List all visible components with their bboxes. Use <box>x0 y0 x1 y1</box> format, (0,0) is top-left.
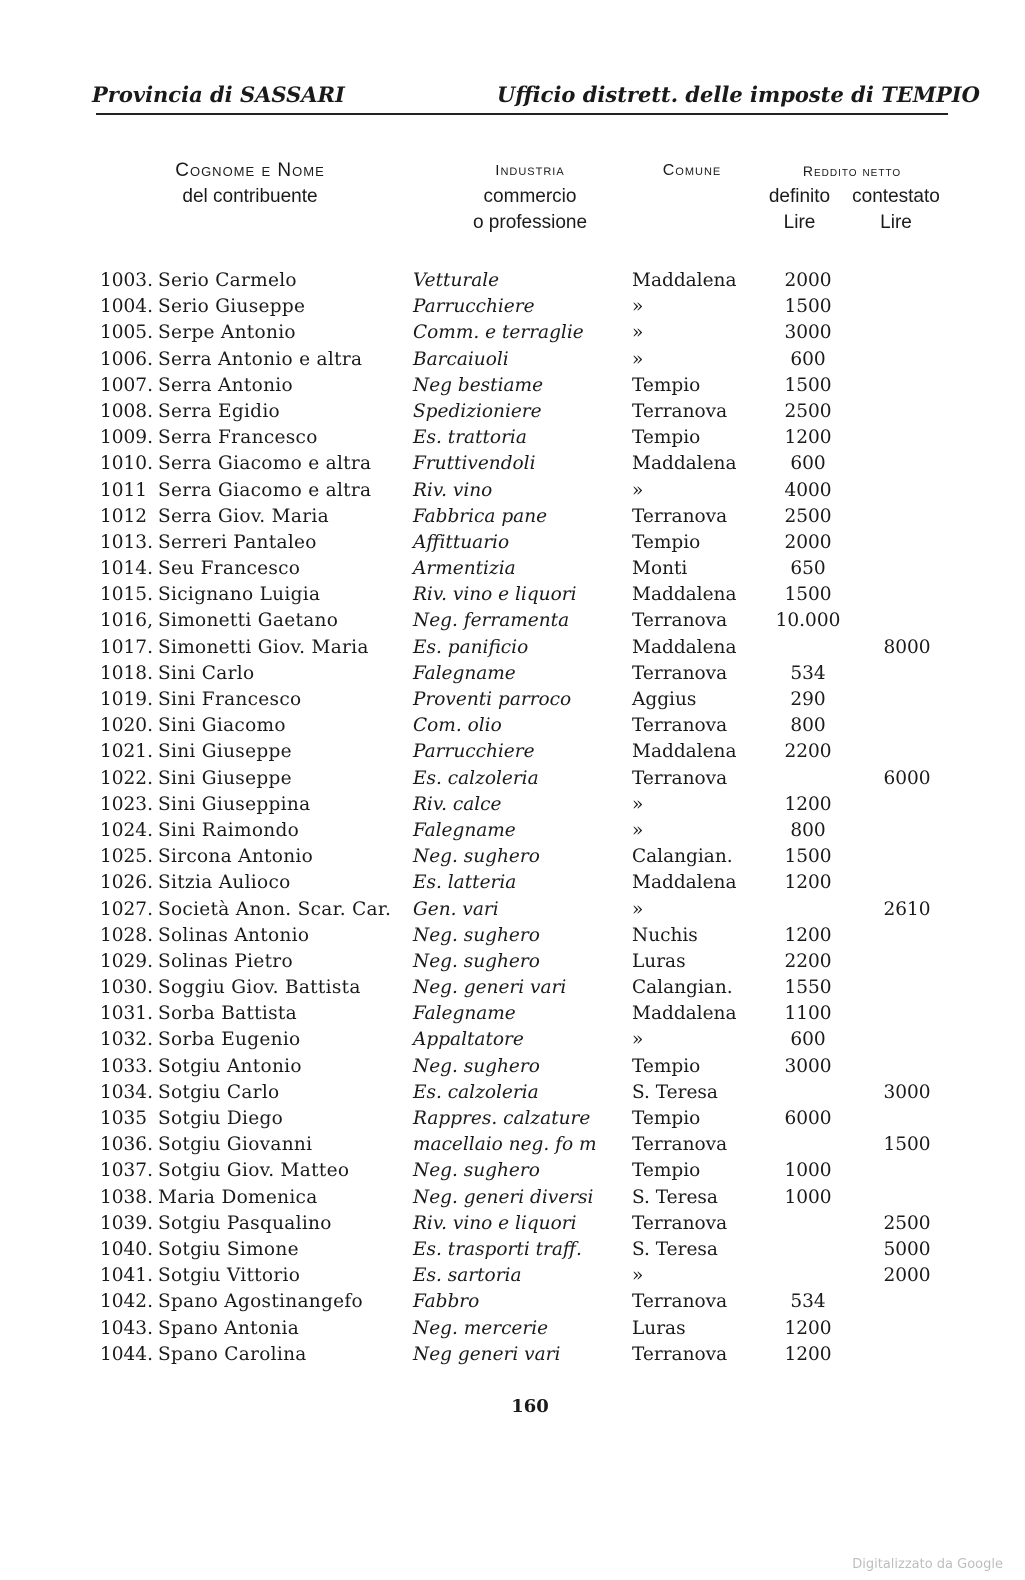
row-number: 1014. <box>100 558 153 580</box>
row-industry: Neg. generi vari <box>413 977 567 999</box>
row-reddito-contestato: 6000 <box>883 767 931 789</box>
row-industry: Armentizia <box>413 558 516 580</box>
taxpayer-name: Soggiu Giov. Battista <box>158 977 361 999</box>
row-industry: Proventi parroco <box>413 689 572 710</box>
col-header-reddito <box>752 158 952 184</box>
row-number: 1011 <box>100 479 148 501</box>
watermark: Digitalizzato da Google <box>852 1557 1003 1572</box>
table-row <box>0 1185 1025 1211</box>
row-comune: Terranova <box>632 715 728 737</box>
row-number: 1010. <box>100 453 153 475</box>
taxpayer-name: Sorba Battista <box>158 1003 297 1025</box>
table-row <box>0 373 1025 399</box>
row-industry: Riv. calce <box>413 793 502 815</box>
row-comune: » <box>632 479 644 501</box>
row-reddito-definito: 290 <box>790 689 826 710</box>
row-number: 1004. <box>100 296 153 318</box>
row-reddito-definito: 1200 <box>784 793 832 815</box>
row-industry: Es. trattoria <box>413 427 527 449</box>
taxpayer-name: Sotgiu Giov. Matteo <box>158 1160 350 1182</box>
table-row <box>0 1263 1025 1289</box>
row-comune: S. Teresa <box>632 1186 718 1208</box>
row-reddito-definito: 6000 <box>784 1108 832 1129</box>
row-industry: Falegname <box>413 1003 516 1025</box>
row-comune: Maddalena <box>632 584 737 606</box>
row-comune: Luras <box>632 1317 686 1339</box>
row-comune: Tempio <box>632 1055 701 1077</box>
table-row <box>0 1342 1025 1368</box>
row-number: 1031. <box>100 1003 153 1025</box>
table-row <box>0 1237 1025 1263</box>
row-industry: Barcaiuoli <box>413 348 509 370</box>
row-industry: Fruttivendoli <box>413 453 536 475</box>
row-number: 1016, <box>100 610 153 632</box>
row-comune: Terranova <box>632 1343 728 1365</box>
row-reddito-definito: 1200 <box>784 924 832 946</box>
row-comune: Terranova <box>632 767 728 789</box>
row-reddito-definito: 534 <box>790 662 826 684</box>
table-row <box>0 1289 1025 1315</box>
row-industry: Parrucchiere <box>413 296 535 318</box>
table-row <box>0 1054 1025 1080</box>
taxpayer-name: Simonetti Giov. Maria <box>158 636 369 658</box>
row-reddito-definito: 1500 <box>784 846 832 868</box>
row-number: 1023. <box>100 793 153 815</box>
row-reddito-definito: 600 <box>790 1029 826 1051</box>
row-industry: Neg. ferramenta <box>413 610 570 632</box>
table-row <box>0 556 1025 582</box>
row-number: 1009. <box>100 427 153 449</box>
row-reddito-definito: 2200 <box>784 950 832 972</box>
col-header-definito <box>752 184 847 236</box>
row-number: 1015. <box>100 584 153 606</box>
taxpayer-name: Sini Giacomo <box>158 715 286 737</box>
col-header-comune <box>642 158 742 184</box>
row-number: 1003. <box>100 270 153 291</box>
taxpayer-name: Sotgiu Carlo <box>158 1081 280 1103</box>
row-number: 1027. <box>100 898 153 920</box>
row-comune: Maddalena <box>632 270 737 291</box>
col-header-definito-l1: definito <box>768 186 831 207</box>
taxpayer-name: Sotgiu Pasqualino <box>158 1212 332 1234</box>
row-industry: Es. calzoleria <box>413 767 539 789</box>
row-comune: Tempio <box>632 531 701 553</box>
row-comune: Nuchis <box>632 924 698 946</box>
taxpayer-name: Società Anon. Scar. Car. <box>158 898 392 920</box>
table-row <box>0 1106 1025 1132</box>
row-number: 1040. <box>100 1238 153 1260</box>
taxpayer-name: Sotgiu Simone <box>158 1238 299 1260</box>
row-industry: Neg. generi diversi <box>413 1186 594 1208</box>
taxpayer-name: Sini Giuseppe <box>158 741 292 763</box>
row-number: 1021. <box>100 741 153 763</box>
row-comune: » <box>632 322 644 344</box>
taxpayer-name: Sotgiu Giovanni <box>158 1134 313 1156</box>
taxpayer-name: Serreri Pantaleo <box>158 531 317 553</box>
row-number: 1030. <box>100 977 153 999</box>
row-industry: Neg. mercerie <box>413 1317 549 1339</box>
taxpayer-name: Spano Carolina <box>158 1343 307 1365</box>
row-number: 1006. <box>100 348 153 370</box>
table-row <box>0 1132 1025 1158</box>
taxpayer-name: Serra Egidio <box>158 400 280 422</box>
row-industry: Parrucchiere <box>413 741 535 763</box>
row-number: 1044. <box>100 1343 153 1365</box>
table-row <box>0 1158 1025 1184</box>
row-number: 1041. <box>100 1265 153 1287</box>
row-number: 1022. <box>100 767 153 789</box>
taxpayer-name: Sircona Antonio <box>158 846 314 868</box>
table-row <box>0 897 1025 923</box>
row-number: 1005. <box>100 322 153 344</box>
row-industry: Neg. sughero <box>413 1160 540 1182</box>
header-province: Provincia di SASSARI <box>92 82 345 107</box>
table-row <box>0 582 1025 608</box>
taxpayer-name: Maria Domenica <box>158 1186 318 1208</box>
row-industry: Neg generi vari <box>413 1343 561 1365</box>
row-comune: S. Teresa <box>632 1238 718 1260</box>
col-header-name <box>130 158 370 210</box>
taxpayer-name: Serra Antonio <box>158 374 293 396</box>
header-office: Ufficio distrett. delle imposte di TEMPIO <box>497 82 980 107</box>
col-header-name-l1: Cognome e Nome <box>175 160 325 181</box>
row-number: 1043. <box>100 1317 153 1339</box>
table-row <box>0 268 1025 294</box>
row-comune: Calangian. <box>632 977 733 999</box>
row-industry: Falegname <box>413 819 516 841</box>
taxpayer-name: Sicignano Luigia <box>158 584 321 606</box>
taxpayer-name: Sitzia Aulioco <box>158 872 291 894</box>
row-reddito-definito: 2000 <box>784 270 832 291</box>
page-number: 160 <box>511 1396 549 1417</box>
row-comune: Maddalena <box>632 636 737 658</box>
row-number: 1028. <box>100 924 153 946</box>
row-industry: Fabbro <box>413 1291 480 1313</box>
table-row <box>0 975 1025 1001</box>
row-reddito-definito: 2000 <box>784 531 832 553</box>
row-number: 1026. <box>100 872 153 894</box>
table-row <box>0 1211 1025 1237</box>
table-row <box>0 923 1025 949</box>
row-industry: Neg. sughero <box>413 950 540 972</box>
row-comune: S. Teresa <box>632 1081 718 1103</box>
row-industry: Comm. e terraglie <box>413 322 584 344</box>
row-comune: Tempio <box>632 374 701 396</box>
row-comune: Calangian. <box>632 846 733 868</box>
row-comune: Terranova <box>632 662 728 684</box>
row-industry: Es. sartoria <box>413 1265 522 1287</box>
taxpayer-name: Solinas Antonio <box>158 924 310 946</box>
row-reddito-definito: 3000 <box>784 322 832 344</box>
row-reddito-definito: 800 <box>790 715 826 737</box>
row-reddito-contestato: 2500 <box>883 1212 931 1234</box>
row-industry: Es. calzoleria <box>413 1081 539 1103</box>
table-row <box>0 739 1025 765</box>
row-reddito-definito: 2500 <box>784 400 832 422</box>
row-reddito-definito: 2500 <box>784 505 832 527</box>
row-number: 1025. <box>100 846 153 868</box>
col-header-industry <box>440 158 620 236</box>
row-industry: Es. latteria <box>413 872 517 894</box>
header-rule <box>96 113 948 115</box>
taxpayer-name: Spano Agostinangefo <box>158 1291 363 1313</box>
col-header-definito-lire: Lire <box>783 212 816 233</box>
row-number: 1034. <box>100 1081 153 1103</box>
taxpayer-name: Serpe Antonio <box>158 322 296 344</box>
row-reddito-definito: 1500 <box>784 374 832 396</box>
table-row <box>0 818 1025 844</box>
row-industry: Neg. sughero <box>413 924 540 946</box>
row-industry: Neg bestiame <box>413 374 544 396</box>
taxpayer-name: Sini Francesco <box>158 689 302 710</box>
row-number: 1007. <box>100 374 153 396</box>
row-reddito-definito: 1550 <box>784 977 832 999</box>
row-comune: » <box>632 819 644 841</box>
row-reddito-contestato: 3000 <box>883 1081 931 1103</box>
row-comune: Terranova <box>632 400 728 422</box>
taxpayer-name: Serio Giuseppe <box>158 296 306 318</box>
row-comune: Maddalena <box>632 1003 737 1025</box>
row-comune: Aggius <box>632 689 697 710</box>
taxpayer-name: Serio Carmelo <box>158 270 297 291</box>
row-comune: Tempio <box>632 1160 701 1182</box>
row-reddito-contestato: 1500 <box>883 1134 931 1156</box>
row-number: 1037. <box>100 1160 153 1182</box>
taxpayer-name: Solinas Pietro <box>158 950 293 972</box>
taxpayer-name: Sotgiu Diego <box>158 1108 284 1129</box>
row-reddito-contestato: 8000 <box>883 636 931 658</box>
row-number: 1024. <box>100 819 153 841</box>
row-reddito-definito: 10.000 <box>775 610 841 632</box>
taxpayer-name: Serra Giacomo e altra <box>158 479 372 501</box>
row-comune: Maddalena <box>632 872 737 894</box>
table-row <box>0 451 1025 477</box>
row-reddito-definito: 1500 <box>784 296 832 318</box>
row-reddito-contestato: 5000 <box>883 1238 931 1260</box>
table-row <box>0 478 1025 504</box>
col-header-industry-l1: Industria <box>495 162 565 179</box>
row-industry: Neg. sughero <box>413 1055 540 1077</box>
row-comune: Monti <box>632 558 688 580</box>
table-row <box>0 713 1025 739</box>
row-industry: Rappres. calzature <box>413 1108 591 1129</box>
table-row <box>0 661 1025 687</box>
table-row <box>0 320 1025 346</box>
row-comune: » <box>632 1029 644 1051</box>
row-reddito-definito: 1500 <box>784 584 832 606</box>
table-row <box>0 844 1025 870</box>
row-reddito-definito: 1200 <box>784 872 832 894</box>
row-comune: Maddalena <box>632 453 737 475</box>
table-row <box>0 504 1025 530</box>
row-reddito-definito: 600 <box>790 453 826 475</box>
col-header-industry-l2: commercio <box>483 186 577 207</box>
row-comune: Maddalena <box>632 741 737 763</box>
row-reddito-contestato: 2610 <box>883 898 931 920</box>
row-industry: Neg. sughero <box>413 846 540 868</box>
row-reddito-definito: 1200 <box>784 1343 832 1365</box>
row-industry: Appaltatore <box>413 1029 524 1051</box>
table-row <box>0 687 1025 713</box>
row-industry: Com. olio <box>413 715 502 737</box>
row-number: 1039. <box>100 1212 153 1234</box>
row-industry: Spedizioniere <box>413 400 542 422</box>
table-row <box>0 870 1025 896</box>
row-number: 1042. <box>100 1291 153 1313</box>
table-row <box>0 949 1025 975</box>
row-comune: Terranova <box>632 1291 728 1313</box>
table-row <box>0 1080 1025 1106</box>
row-comune: » <box>632 1265 644 1287</box>
row-industry: Es. trasporti traff. <box>413 1238 582 1260</box>
row-industry: Vetturale <box>413 270 500 291</box>
taxpayer-name: Serra Giacomo e altra <box>158 453 372 475</box>
row-reddito-definito: 650 <box>790 558 826 580</box>
row-number: 1033. <box>100 1055 153 1077</box>
table-row <box>0 294 1025 320</box>
row-comune: Tempio <box>632 427 701 449</box>
taxpayer-name: Serra Antonio e altra <box>158 348 363 370</box>
row-reddito-definito: 800 <box>790 819 826 841</box>
table-row <box>0 766 1025 792</box>
taxpayer-name: Sorba Eugenio <box>158 1029 301 1051</box>
table-row <box>0 635 1025 661</box>
taxpayer-name: Sini Giuseppe <box>158 767 292 789</box>
row-industry: Es. panificio <box>413 636 529 658</box>
taxpayer-name: Serra Francesco <box>158 427 318 449</box>
table-row <box>0 1001 1025 1027</box>
row-number: 1032. <box>100 1029 153 1051</box>
row-reddito-definito: 4000 <box>784 479 832 501</box>
col-header-contestato-l1: contestato <box>852 186 940 207</box>
row-number: 1020. <box>100 715 153 737</box>
col-header-name-l2: del contribuente <box>182 186 318 207</box>
row-number: 1019. <box>100 689 153 710</box>
row-comune: Terranova <box>632 610 728 632</box>
row-number: 1018. <box>100 662 153 684</box>
col-header-contestato-lire: Lire <box>880 212 912 233</box>
row-comune: Tempio <box>632 1108 701 1129</box>
taxpayer-name: Sini Giuseppina <box>158 793 311 815</box>
col-header-industry-l3: o professione <box>472 212 588 233</box>
row-comune: Terranova <box>632 1134 728 1156</box>
row-reddito-definito: 1100 <box>784 1003 832 1025</box>
table-row <box>0 608 1025 634</box>
row-number: 1038. <box>100 1186 153 1208</box>
row-reddito-definito: 1200 <box>784 427 832 449</box>
row-industry: Riv. vino e liquori <box>413 584 577 606</box>
row-reddito-definito: 2200 <box>784 741 832 763</box>
row-industry: macellaio neg. fo m <box>413 1134 597 1156</box>
row-industry: Riv. vino e liquori <box>413 1212 577 1234</box>
row-industry: Falegname <box>413 662 516 684</box>
row-industry: Affittuario <box>413 531 510 553</box>
row-industry: Fabbrica pane <box>413 505 548 527</box>
row-reddito-definito: 3000 <box>784 1055 832 1077</box>
taxpayer-name: Sotgiu Antonio <box>158 1055 302 1077</box>
row-reddito-contestato: 2000 <box>883 1265 931 1287</box>
row-reddito-definito: 1000 <box>784 1160 832 1182</box>
taxpayer-name: Sini Carlo <box>158 662 255 684</box>
row-number: 1036. <box>100 1134 153 1156</box>
row-industry: Riv. vino <box>413 479 493 501</box>
table-row <box>0 399 1025 425</box>
taxpayer-name: Sotgiu Vittorio <box>158 1265 301 1287</box>
table-row <box>0 792 1025 818</box>
table-row <box>0 347 1025 373</box>
table-row <box>0 1316 1025 1342</box>
taxpayer-list <box>0 268 1025 1368</box>
taxpayer-name: Spano Antonia <box>158 1317 300 1339</box>
taxpayer-name: Simonetti Gaetano <box>158 610 339 632</box>
row-comune: » <box>632 793 644 815</box>
row-number: 1029. <box>100 950 153 972</box>
col-header-contestato <box>842 184 950 236</box>
row-comune: Terranova <box>632 505 728 527</box>
row-number: 1035 <box>100 1108 148 1129</box>
table-row <box>0 425 1025 451</box>
table-row <box>0 530 1025 556</box>
row-comune: » <box>632 348 644 370</box>
col-header-comune-l1: Comune <box>662 162 722 179</box>
row-reddito-definito: 600 <box>790 348 826 370</box>
row-industry: Gen. vari <box>413 898 499 920</box>
row-reddito-definito: 1000 <box>784 1186 832 1208</box>
row-comune: Luras <box>632 950 686 972</box>
taxpayer-name: Seu Francesco <box>158 558 301 580</box>
row-reddito-definito: 1200 <box>784 1317 832 1339</box>
row-reddito-definito: 534 <box>790 1291 826 1313</box>
row-comune: » <box>632 898 644 920</box>
taxpayer-name: Serra Giov. Maria <box>158 505 329 527</box>
row-number: 1012 <box>100 505 148 527</box>
table-row <box>0 1027 1025 1053</box>
col-header-reddito-title: Reddito netto <box>802 163 902 179</box>
row-comune: Terranova <box>632 1212 728 1234</box>
row-number: 1017. <box>100 636 153 658</box>
row-comune: » <box>632 296 644 318</box>
taxpayer-name: Sini Raimondo <box>158 819 300 841</box>
row-number: 1008. <box>100 400 153 422</box>
row-number: 1013. <box>100 531 153 553</box>
